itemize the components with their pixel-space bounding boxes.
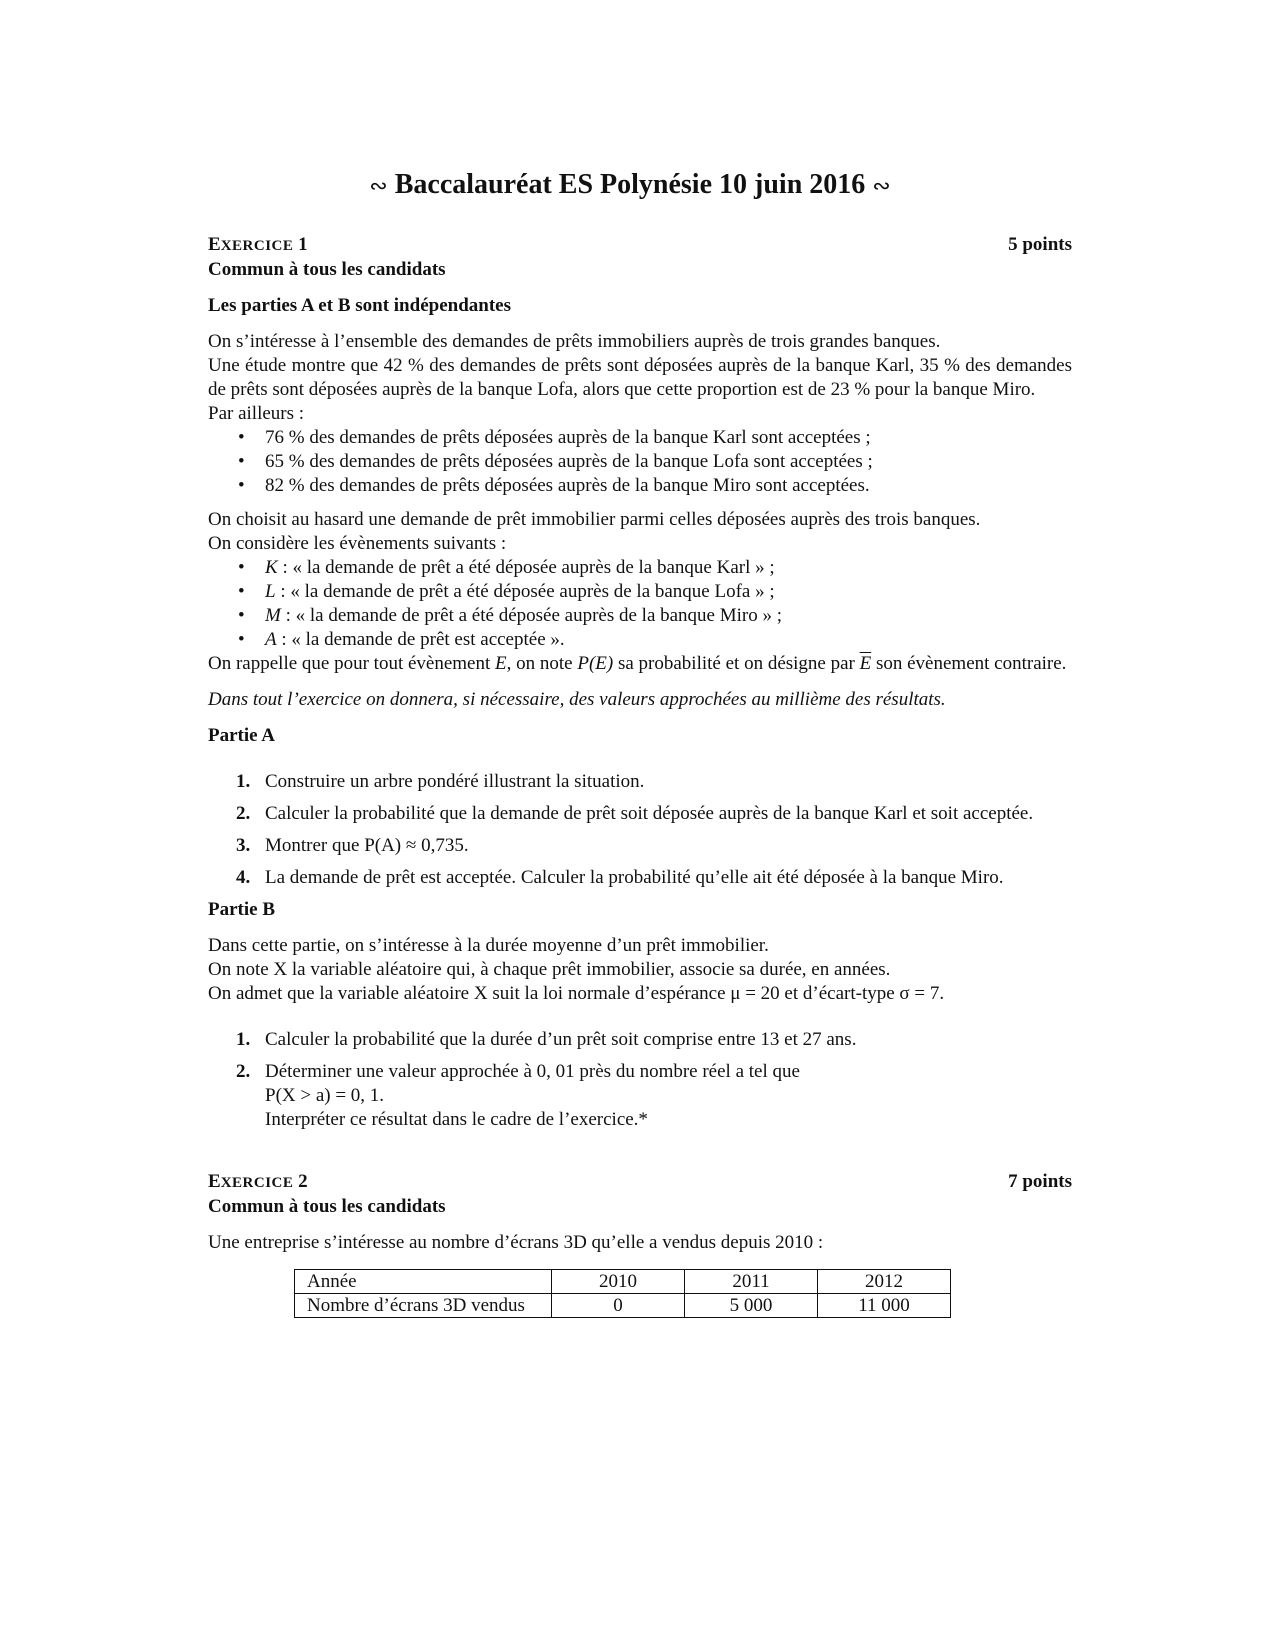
exercise-1-intro — [208, 330, 1072, 426]
table-cell: Année — [295, 1270, 552, 1294]
exercise-2-header — [208, 1170, 1072, 1195]
question-item: 2. Calculer la probabilité que la demande de prêt soit déposée auprès de la banque Karl et soit acceptée. — [236, 803, 1034, 824]
intro-line: On note X la variable aléatoire qui, à chaque prêt immobilier, associe sa durée, en années. — [208, 959, 891, 980]
question-item: 4. La demande de prêt est acceptée. Calculer la probabilité qu’elle ait été déposée à la banque Miro. — [236, 867, 1004, 888]
intro-line: Dans cette partie, on s’intéresse à la durée moyenne d’un prêt immobilier. — [208, 935, 769, 956]
question-item: 1. Calculer la probabilité que la durée d’un prêt soit comprise entre 13 et 27 ans. — [236, 1029, 857, 1050]
page-title — [188, 168, 1072, 203]
part-a-questions — [208, 770, 1072, 890]
intro-line: Une étude montre que 42 % des demandes de prêts sont déposées auprès de la banque Karl, 35 % des demandes de prêts sont déposées auprès de la banque Lofa, alors que cette proportion est de 23 % pour la banque Miro. — [208, 355, 1072, 400]
table-cell: 2011 — [685, 1270, 818, 1294]
exercise-1-points: 5 points — [1008, 234, 1072, 255]
list-item: • A : « la demande de prêt est acceptée ». — [208, 628, 1072, 652]
list-item: • K : « la demande de prêt a été déposée auprès de la banque Karl » ; — [208, 556, 1072, 580]
parts-note: Les parties A et B sont indépendantes — [208, 295, 511, 316]
table-cell: 11 000 — [818, 1294, 951, 1318]
intro-line: On s’intéresse à l’ensemble des demandes de prêts immobiliers auprès de trois grandes banques. — [208, 331, 941, 352]
table-row — [295, 1270, 951, 1294]
acceptance-list — [208, 426, 1072, 498]
table-cell: 2012 — [818, 1270, 951, 1294]
table-row — [295, 1294, 951, 1318]
intro-line: Par ailleurs : — [208, 403, 305, 424]
page — [208, 168, 1072, 1318]
table-cell: 5 000 — [685, 1294, 818, 1318]
exercise-2-points: 7 points — [1008, 1171, 1072, 1192]
table-cell: 0 — [552, 1294, 685, 1318]
recall-sentence: On rappelle que pour tout évènement E, on note P(E) sa probabilité et on désigne par $\overline{E}$ son évènement contraire. — [208, 653, 1067, 674]
part-b-questions — [208, 1028, 1072, 1132]
precision-note: Dans tout l’exercice on donnera, si nécessaire, des valeurs approchées au millième des résultats. — [208, 689, 946, 710]
list-item: • L : « la demande de prêt a été déposée auprès de la banque Lofa » ; — [208, 580, 1072, 604]
choice-sentence: On choisit au hasard une demande de prêt immobilier parmi celles déposées auprès des trois banques. — [208, 509, 981, 530]
exercise-2-name: EXERCICE 2 — [208, 1171, 308, 1192]
title-text: Baccalauréat ES Polynésie 10 juin 2016 — [394, 169, 866, 200]
table-cell: Nombre d’écrans 3D vendus — [295, 1294, 552, 1318]
exercise-1-name: EXERCICE 1 — [208, 234, 308, 255]
part-b-intro — [208, 934, 1072, 1006]
exercise-2-audience: Commun à tous les candidats — [208, 1196, 446, 1217]
sales-table — [294, 1269, 951, 1318]
list-item: • 76 % des demandes de prêts déposées auprès de la banque Karl sont acceptées ; — [208, 426, 1072, 450]
list-item: • 82 % des demandes de prêts déposées auprès de la banque Miro sont acceptées. — [208, 474, 1072, 498]
question-item: 2. Déterminer une valeur approchée à 0, 01 près du nombre réel a tel que P(X > a) = 0, 1. Interpréter ce résultat dans le cadre de l’exercice.* — [236, 1061, 800, 1130]
list-item: • 65 % des demandes de prêts déposées auprès de la banque Lofa sont acceptées ; — [208, 450, 1072, 474]
part-b-title: Partie B — [208, 899, 276, 920]
exercise-2-intro: Une entreprise s’intéresse au nombre d’écrans 3D qu’elle a vendus depuis 2010 : — [208, 1232, 824, 1253]
exercise-1-header — [208, 233, 1072, 258]
question-item: 3. Montrer que P(A) ≈ 0,735. — [236, 835, 469, 856]
part-a-title: Partie A — [208, 725, 276, 746]
question-item: 1. Construire un arbre pondéré illustrant la situation. — [236, 771, 645, 792]
events-intro: On considère les évènements suivants : — [208, 533, 507, 554]
ornament-right-icon: ∾ — [872, 173, 891, 198]
intro-line: On admet que la variable aléatoire X suit la loi normale d’espérance μ = 20 et d’écart-type σ = 7. — [208, 983, 945, 1004]
exercise-1-audience: Commun à tous les candidats — [208, 259, 446, 280]
events-list — [208, 556, 1072, 652]
list-item: • M : « la demande de prêt a été déposée auprès de la banque Miro » ; — [208, 604, 1072, 628]
table-cell: 2010 — [552, 1270, 685, 1294]
ornament-left-icon: ∾ — [369, 173, 388, 198]
